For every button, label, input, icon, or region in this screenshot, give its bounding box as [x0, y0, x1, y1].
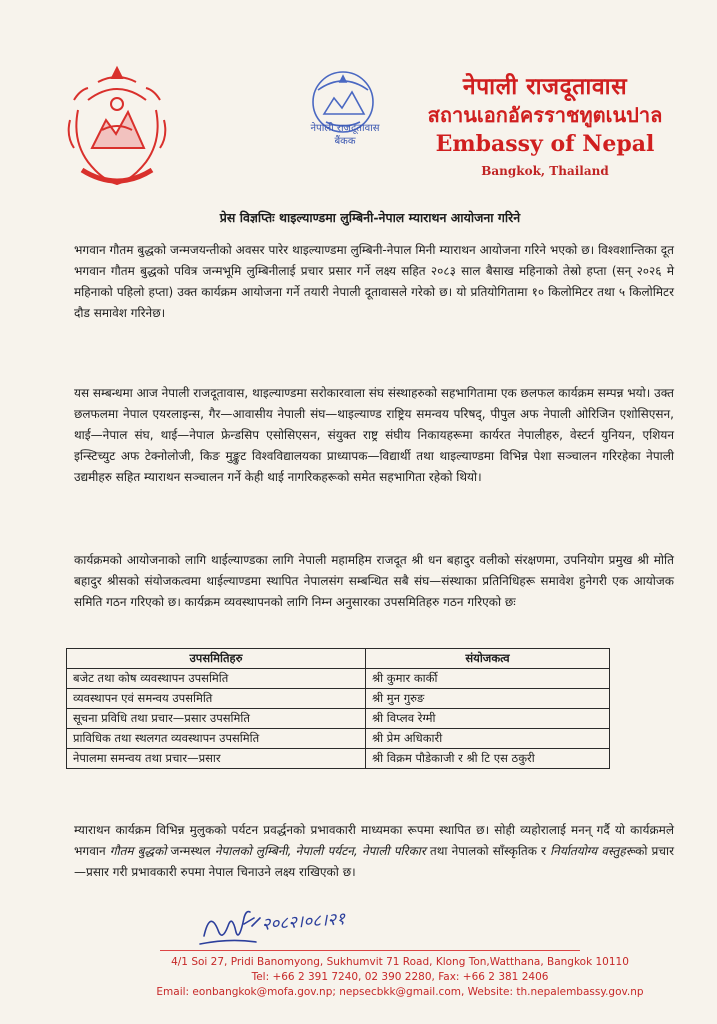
closing-emphasis-exports: निर्यातयोग्य वस्तुहरू — [550, 844, 636, 858]
subcommittee-table — [66, 648, 610, 769]
subcommittee-name: बजेट तथा कोष व्यवस्थापन उपसमिति — [67, 669, 366, 689]
subcommittee-name: सूचना प्रविधि तथा प्रचार—प्रसार उपसमिति — [67, 709, 366, 729]
table-header-row — [67, 649, 610, 669]
press-release-title: प्रेस विज्ञप्तिः थाइल्याण्डमा लुम्बिनी-नेपाल म्याराथन आयोजना गरिने — [219, 210, 521, 225]
embassy-name-nepali: नेपाली राजदूतावास — [462, 74, 628, 100]
footer-phone-fax: Tel: +66 2 391 7240, 02 390 2280, Fax: +66 2 381 2406 — [251, 971, 549, 983]
footer-contact-block — [70, 955, 717, 1000]
embassy-city: Bangkok, Thailand — [481, 164, 609, 178]
paragraph-organizing-committee: कार्यक्रमको आयोजनाको लागि थाईल्याण्डका लागि नेपाली महामहिम राजदूत श्री धन बहादुर वलीको संरक्षणमा, उपनियोग प्रमुख श्री मोति बहादुर श्रीसको संयोजकत्वमा थाईल्याण्डमा स्थापित नेपालसंग सम्बन्धित सबै संघ—संस्थाका प्रतिनिधिहरू समावेश हुनेगरी एक आयोजक समिति गठन गरिएको छ। कार्यक्रम व्यवस्थापनको लागि निम्न अनुसारका उपसमितिहरु गठन गरिएको छः — [74, 553, 674, 609]
table-row — [67, 729, 610, 749]
footer-address: 4/1 Soi 27, Pridi Banomyong, Sukhumvit 71 Road, Klong Ton,Watthana, Bangkok 10110 — [171, 956, 629, 968]
coordinator-name: श्री मुन गुरुङ — [366, 689, 610, 709]
embassy-seal-text-line-2: बैंकक — [334, 136, 356, 147]
paragraph-stakeholder-meeting: यस सम्बन्धमा आज नेपाली राजदूतावास, थाइल्याण्डमा सरोकारवाला संघ संस्थाहरुको सहभागितामा एक छलफल कार्यक्रम सम्पन्न भयो। उक्त छलफलमा नेपाल एयरलाइन्स, गैर—आवासीय नेपाली संघ—थाइल्याण्ड राष्ट्रिय समन्वय परिषद्, पीपुल अफ नेपाली ओरिजिन एशोसिएसन, थाई—नेपाल संघ, थाई—नेपाल फ्रेन्डसिप एसोसिएसन, संयुक्त राष्ट्र संघीय निकायहरूमा कार्यरत नेपालीहरु, वेस्टर्न युनियन, एशियन इन्स्टिच्युट अफ टेक्नोलोजी, किङ मुङ्कुट विश्वविद्यालयका प्राध्यापक—विद्यार्थी तथा थाइल्याण्डमा विभिन्न पेशा सञ्चालन गरिरहेका नेपाली उद्यमीहरु सहित म्याराथन सञ्चालन गर्ने केही थाई नागरिकहरूको समेत सहभागिता रहेको थियो। — [74, 386, 674, 484]
footer-divider — [160, 950, 580, 951]
embassy-seal-text-line-1: नेपाली राजदूतावास — [310, 123, 380, 134]
paragraph-tourism-promotion — [74, 820, 674, 883]
closing-text-part-d: को प्रचार—प्रसार गरी प्रभावकारी रुपमा नेपाल चिनाउने लक्ष्य राखिएको छ। — [74, 844, 674, 879]
nepal-coat-of-arms-emblem — [58, 60, 176, 196]
table-row — [67, 709, 610, 729]
embassy-seal-text — [290, 122, 400, 148]
paragraph-marathon-announcement: भगवान गौतम बुद्धको जन्मजयन्तीको अवसर पारेर थाइल्याण्डमा लुम्बिनी-नेपाल मिनी म्याराथन आयोजना गरिने भएको छ। विश्वशान्तिका दूत भगवान गौतम बुद्धको पवित्र जन्मभूमि लुम्बिनीलाई प्रचार प्रसार गर्ने लक्ष्य सहित २०८३ साल बैसाख महिनाको तेस्रो हप्ता (सन् २०२६ मे महिनाको पहिलो हप्ता) उक्त कार्यक्रम आयोजना गर्ने तयारी नेपाली दूतावासले गरेको छ। यो प्रतियोगितामा १० किलोमिटर तथा ५ किलोमिटर दौड समावेश गरिनेछ। — [74, 243, 674, 320]
closing-emphasis-buddha: गौतम बुद्धको — [109, 844, 167, 858]
signature-date-text: २०८२।०८।२१ — [260, 909, 346, 935]
table-row — [67, 689, 610, 709]
closing-emphasis-lumbini: नेपालको लुम्बिनी, नेपाली पर्यटन, नेपाली परिकार — [214, 844, 426, 858]
subcommittee-name: नेपालमा समन्वय तथा प्रचार—प्रसार — [67, 749, 366, 769]
coordinator-name: श्री विक्रम पौडेकाजी र श्री टि एस ठकुरी — [366, 749, 610, 769]
column-header-subcommittee: उपसमितिहरु — [67, 649, 366, 669]
subcommittee-name: प्राविधिक तथा स्थलगत व्यवस्थापन उपसमिति — [67, 729, 366, 749]
closing-text-part-c: तथा नेपालको साँस्कृतिक र — [425, 844, 551, 858]
table-row — [67, 749, 610, 769]
letterhead-title-block — [420, 72, 670, 182]
coordinator-name: श्री प्रेम अधिकारी — [366, 729, 610, 749]
coordinator-name: श्री कुमार कार्की — [366, 669, 610, 689]
coordinator-name: श्री विप्लव रेग्मी — [366, 709, 610, 729]
embassy-seal-stamp — [288, 62, 398, 166]
closing-text-part-b: जन्मस्थल — [166, 844, 215, 858]
table-row — [67, 669, 610, 689]
embassy-name-english: Embassy of Nepal — [435, 131, 655, 157]
closing-text-part-a: म्याराथन कार्यक्रम विभिन्न मुलुकको पर्यटन प्रवर्द्धनको प्रभावकारी माध्यमका रूपमा स्थापित छ। सोही व्यहोरालाई मनन् गर्दै यो कार्यक्रमले भगवान — [74, 823, 674, 858]
subcommittee-name: व्यवस्थापन एवं समन्वय उपसमिति — [67, 689, 366, 709]
column-header-coordinator: संयोजकत्व — [366, 649, 610, 669]
footer-email-website[interactable]: Email: eonbangkok@mofa.gov.np; nepsecbkk@gmail.com, Website: th.nepalembassy.gov.np — [156, 986, 644, 998]
embassy-name-thai: สถานเอกอัครราชทูตเนปาล — [427, 103, 663, 127]
